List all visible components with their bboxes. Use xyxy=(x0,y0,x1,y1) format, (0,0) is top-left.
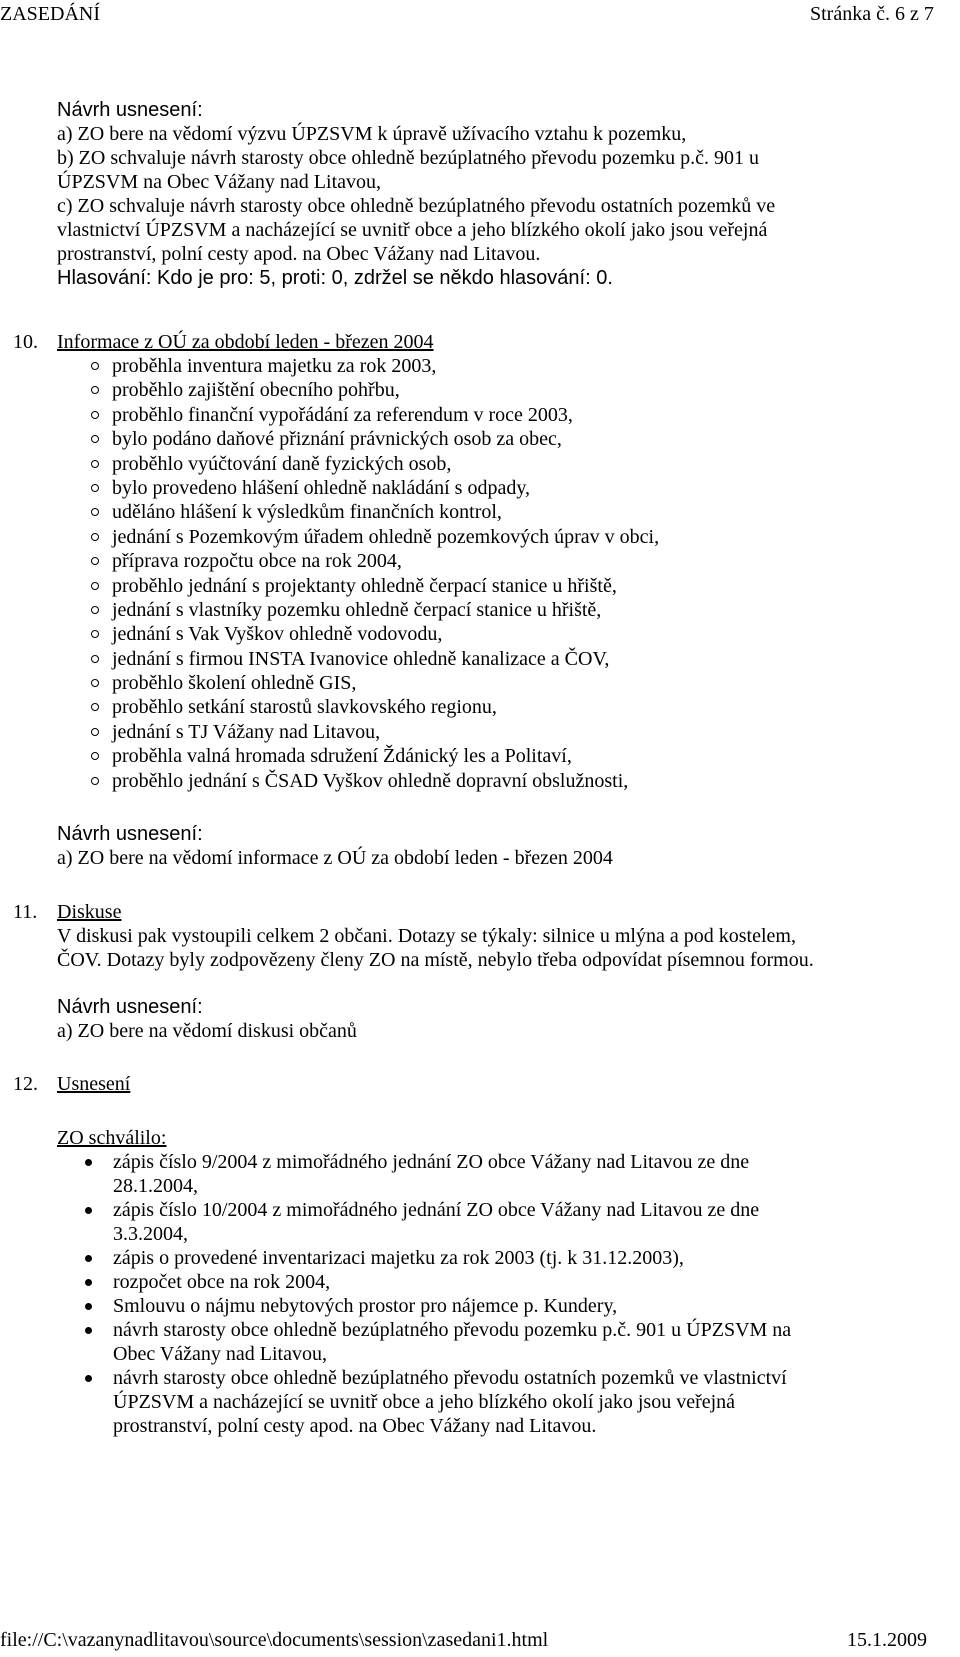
list-item-text: proběhlo zajištění obecního pohřbu, xyxy=(112,379,400,402)
list-item-line: návrh starosty obce ohledně bezúplatného převodu pozemku p.č. 901 u ÚPZSVM na xyxy=(113,1319,792,1341)
approved-subheading: ZO schválilo: xyxy=(57,1127,167,1149)
proposal-line: vlastnictví ÚPZSVM a nacházející se uvnitř obce a jeho blízkého okolí jako jsou veřejná xyxy=(57,219,768,241)
dot-bullet-icon xyxy=(85,1255,92,1262)
circle-bullet-icon xyxy=(91,508,99,516)
circle-bullet-icon xyxy=(91,435,99,443)
circle-bullet-icon xyxy=(91,460,99,468)
circle-bullet-icon xyxy=(91,362,99,370)
list-item xyxy=(57,1294,937,1318)
file-path: file://C:\vazanynadlitavou\source\documents\session\zasedani1.html xyxy=(0,1629,549,1651)
circle-bullet-icon xyxy=(91,752,99,760)
section-title: Usnesení xyxy=(57,1073,131,1095)
list-item-text xyxy=(113,1150,937,1198)
dot-bullet-icon xyxy=(85,1375,92,1382)
dot-bullet-icon xyxy=(85,1207,92,1214)
list-item xyxy=(57,476,937,500)
circle-bullet-icon xyxy=(91,484,99,492)
section-11-proposal xyxy=(57,995,937,1043)
list-item-text: proběhlo školení ohledně GIS, xyxy=(112,672,357,695)
list-item-text xyxy=(113,1246,937,1270)
document-title: ZASEDÁNÍ xyxy=(0,3,100,25)
circle-bullet-icon xyxy=(91,679,99,687)
list-item xyxy=(57,500,937,524)
list-item-text xyxy=(113,1198,937,1246)
list-item xyxy=(57,769,937,793)
list-item-text: jednání s TJ Vážany nad Litavou, xyxy=(112,720,381,743)
proposal-line: prostranství, polní cesty apod. na Obec Vážany nad Litavou. xyxy=(57,243,541,265)
section-12-body xyxy=(57,1126,937,1438)
dot-bullet-icon xyxy=(85,1159,92,1166)
list-item xyxy=(57,744,937,768)
list-item-line: 3.3.2004, xyxy=(113,1223,188,1245)
list-item-text: proběhla valná hromada sdružení Ždánický les a Politaví, xyxy=(112,745,572,768)
circle-bullet-icon xyxy=(91,606,99,614)
proposal-line: a) ZO bere na vědomí výzvu ÚPZSVM k úpravě užívacího vztahu k pozemku, xyxy=(57,123,687,145)
discussion-line: V diskusi pak vystoupili celkem 2 občani. Dotazy se týkaly: silnice u mlýna a pod kostelem, xyxy=(57,925,796,947)
section-title: Diskuse xyxy=(57,901,122,923)
list-item xyxy=(57,427,937,451)
list-item xyxy=(57,378,937,402)
list-item-text: jednání s firmou INSTA Ivanovice ohledně kanalizace a ČOV, xyxy=(112,647,610,670)
list-item-text xyxy=(113,1270,937,1294)
list-item-text: proběhla inventura majetku za rok 2003, xyxy=(112,355,437,377)
list-item-text: bylo podáno daňové přiznání právnických osob za obec, xyxy=(112,428,562,451)
dot-bullet-icon xyxy=(85,1303,92,1310)
list-item-text: jednání s Vak Vyškov ohledně vodovodu, xyxy=(112,623,443,646)
list-item xyxy=(57,1198,937,1246)
list-item xyxy=(57,671,937,695)
discussion-line: ČOV. Dotazy byly zodpovězeny členy ZO na místě, nebylo třeba odpovídat písemnou formou. xyxy=(57,949,814,971)
list-item xyxy=(57,452,937,476)
proposal-heading: Návrh usnesení: xyxy=(57,996,203,1018)
list-item-line: Obec Vážany nad Litavou, xyxy=(113,1343,327,1365)
list-item xyxy=(57,598,937,622)
list-item xyxy=(57,695,937,719)
list-item-text: bylo provedeno hlášení ohledně nakládání s odpady, xyxy=(112,476,531,499)
list-item-text: proběhlo finanční vypořádání za referendum v roce 2003, xyxy=(112,403,573,426)
dot-bullet-icon xyxy=(85,1279,92,1286)
proposal-text: a) ZO bere na vědomí informace z OÚ za období leden - březen 2004 xyxy=(57,847,613,869)
circle-bullet-icon xyxy=(91,728,99,736)
circle-bullet-icon xyxy=(91,777,99,785)
list-item-line: prostranství, polní cesty apod. na Obec Vážany nad Litavou. xyxy=(113,1415,597,1437)
circle-bullet-icon xyxy=(91,386,99,394)
list-item xyxy=(57,574,937,598)
proposal-lines xyxy=(57,122,937,266)
list-item-text: uděláno hlášení k výsledkům finančních kontrol, xyxy=(112,501,502,524)
section-10-proposal xyxy=(57,822,937,870)
circle-bullet-icon xyxy=(91,582,99,590)
page-number: Stránka č. 6 z 7 xyxy=(810,3,934,25)
list-item-text: jednání s Pozemkovým úřadem ohledně pozemkových úprav v obci, xyxy=(112,525,660,548)
list-item-line: zápis číslo 10/2004 z mimořádného jednání ZO obce Vážany nad Litavou ze dne xyxy=(113,1199,760,1221)
list-item xyxy=(57,403,937,427)
list-item xyxy=(57,549,937,573)
section-11-body xyxy=(57,924,937,972)
dot-bullet-icon xyxy=(85,1327,92,1334)
list-item-line: zápis číslo 9/2004 z mimořádného jednání ZO obce Vážany nad Litavou ze dne xyxy=(113,1151,750,1173)
list-item-text xyxy=(113,1318,937,1366)
approved-list xyxy=(57,1150,937,1438)
list-item-line: rozpočet obce na rok 2004, xyxy=(113,1271,331,1293)
list-item-text: proběhlo vyúčtování daně fyzických osob, xyxy=(112,452,452,475)
list-item-line: návrh starosty obce ohledně bezúplatného převodu ostatních pozemků ve vlastnictví xyxy=(113,1367,787,1389)
section-title: Informace z OÚ za období leden - březen 2004 xyxy=(57,331,434,353)
list-item-line: ÚPZSVM a nacházející se uvnitř obce a jeho blízkého okolí jako jsou veřejná xyxy=(113,1391,736,1413)
list-item xyxy=(57,647,937,671)
list-item xyxy=(57,354,937,378)
list-item-text: proběhlo setkání starostů slavkovského regionu, xyxy=(112,696,497,719)
section-number: 10. xyxy=(13,331,38,353)
list-item xyxy=(57,1366,937,1438)
print-date: 15.1.2009 xyxy=(847,1629,927,1651)
list-item-text: proběhlo jednání s projektanty ohledně čerpací stanice u hřiště, xyxy=(112,574,617,597)
list-item-line: 28.1.2004, xyxy=(113,1175,198,1197)
list-item-text xyxy=(113,1366,937,1438)
list-item-text: příprava rozpočtu obce na rok 2004, xyxy=(112,550,402,573)
info-list xyxy=(57,354,937,793)
vote-result: Hlasování: Kdo je pro: 5, proti: 0, zdržel se někdo hlasování: 0. xyxy=(57,267,613,289)
section-number: 11. xyxy=(13,901,38,923)
circle-bullet-icon xyxy=(91,630,99,638)
list-item xyxy=(57,525,937,549)
resolution-proposal-block xyxy=(57,98,937,290)
circle-bullet-icon xyxy=(91,533,99,541)
list-item-text xyxy=(113,1294,937,1318)
list-item-text: proběhlo jednání s ČSAD Vyškov ohledně dopravní obslužnosti, xyxy=(112,769,629,792)
list-item-text: jednání s vlastníky pozemku ohledně čerpací stanice u hřiště, xyxy=(112,598,602,621)
proposal-line: b) ZO schvaluje návrh starosty obce ohledně bezúplatného převodu pozemku p.č. 901 u xyxy=(57,147,760,169)
proposal-heading: Návrh usnesení: xyxy=(57,823,203,845)
list-item xyxy=(57,1318,937,1366)
list-item xyxy=(57,622,937,646)
list-item xyxy=(57,1270,937,1294)
proposal-text: a) ZO bere na vědomí diskusi občanů xyxy=(57,1020,357,1042)
list-item xyxy=(57,720,937,744)
list-item xyxy=(57,1150,937,1198)
circle-bullet-icon xyxy=(91,655,99,663)
section-number: 12. xyxy=(13,1073,38,1095)
circle-bullet-icon xyxy=(91,703,99,711)
list-item-line: zápis o provedené inventarizaci majetku za rok 2003 (tj. k 31.12.2003), xyxy=(113,1247,684,1269)
circle-bullet-icon xyxy=(91,411,99,419)
circle-bullet-icon xyxy=(91,557,99,565)
proposal-line: ÚPZSVM na Obec Vážany nad Litavou, xyxy=(57,171,382,193)
list-item-line: Smlouvu o nájmu nebytových prostor pro nájemce p. Kundery, xyxy=(113,1295,618,1317)
proposal-line: c) ZO schvaluje návrh starosty obce ohledně bezúplatného převodu ostatních pozemků ve xyxy=(57,195,776,217)
proposal-heading: Návrh usnesení: xyxy=(57,99,203,121)
list-item xyxy=(57,1246,937,1270)
